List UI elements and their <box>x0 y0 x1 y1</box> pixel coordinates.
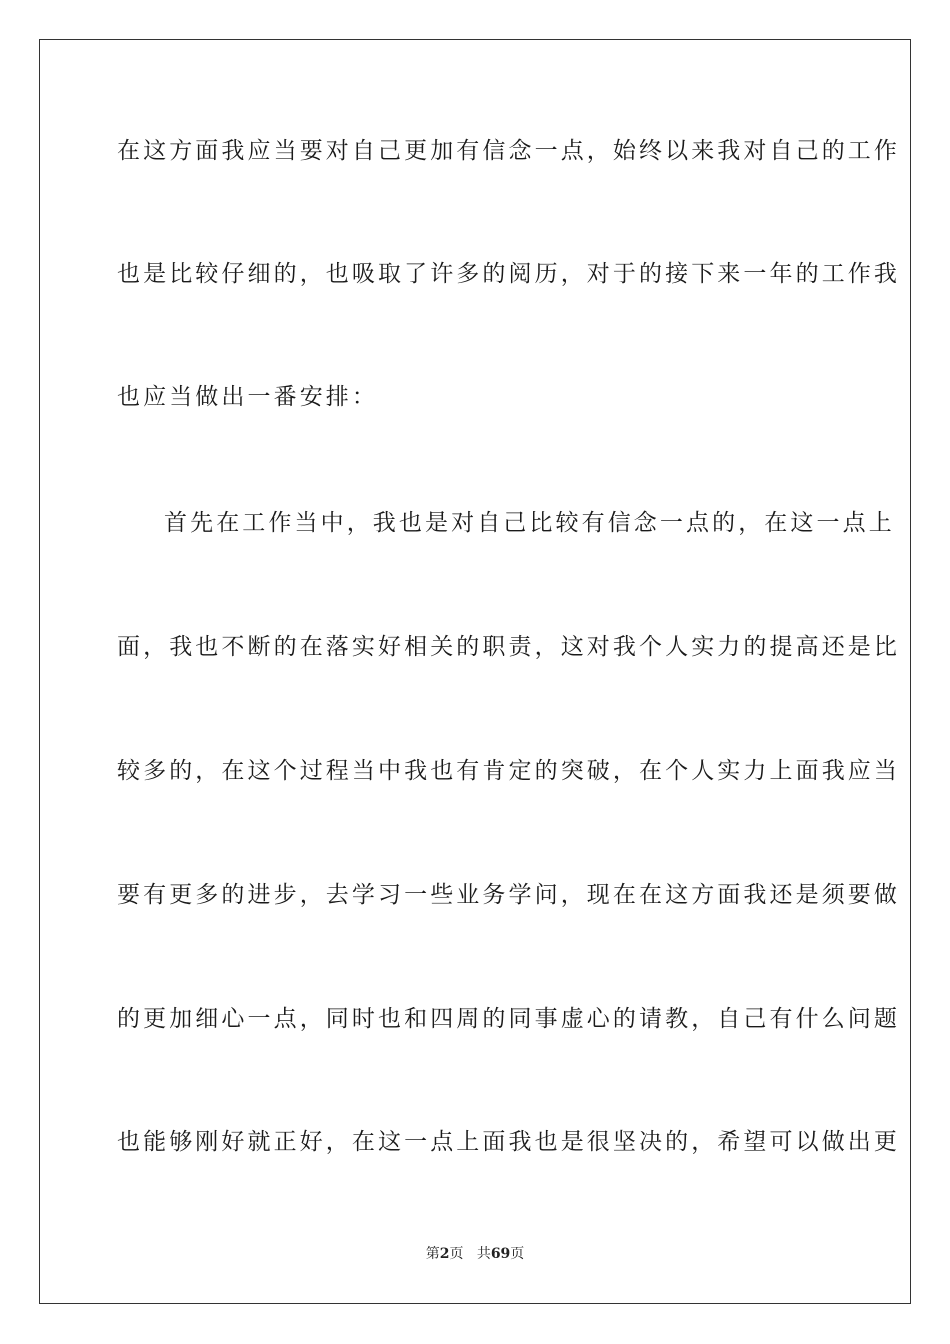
footer-total-prefix: 共 <box>476 1246 491 1262</box>
body-line-9: 也能够刚好就正好，在这一点上面我也是很坚决的，希望可以做出更 <box>117 1129 900 1155</box>
body-line-5: 面，我也不断的在落实好相关的职责，这对我个人实力的提高还是比 <box>117 634 900 660</box>
footer-page-number: 2 <box>439 1246 450 1262</box>
page-border <box>39 39 911 1304</box>
body-line-6: 较多的，在这个过程当中我也有肯定的突破，在个人实力上面我应当 <box>117 758 900 784</box>
body-line-3: 也应当做出一番安排： <box>117 384 378 410</box>
body-line-2: 也是比较仔细的，也吸取了许多的阅历，对于的接下来一年的工作我 <box>117 261 900 287</box>
footer-total-pages: 69 <box>490 1246 511 1262</box>
body-line-4-paragraph-start: 首先在工作当中，我也是对自己比较有信念一点的，在这一点上 <box>164 510 895 536</box>
page-footer <box>0 1245 950 1263</box>
footer-page-suffix: 页 <box>449 1246 464 1262</box>
footer-total-suffix: 页 <box>510 1246 525 1262</box>
body-line-8: 的更加细心一点，同时也和四周的同事虚心的请教，自己有什么问题 <box>117 1006 900 1032</box>
body-line-7: 要有更多的进步，去学习一些业务学问，现在在这方面我还是须要做 <box>117 882 900 908</box>
footer-page-prefix: 第 <box>425 1246 440 1262</box>
body-line-1: 在这方面我应当要对自己更加有信念一点，始终以来我对自己的工作 <box>117 138 900 164</box>
